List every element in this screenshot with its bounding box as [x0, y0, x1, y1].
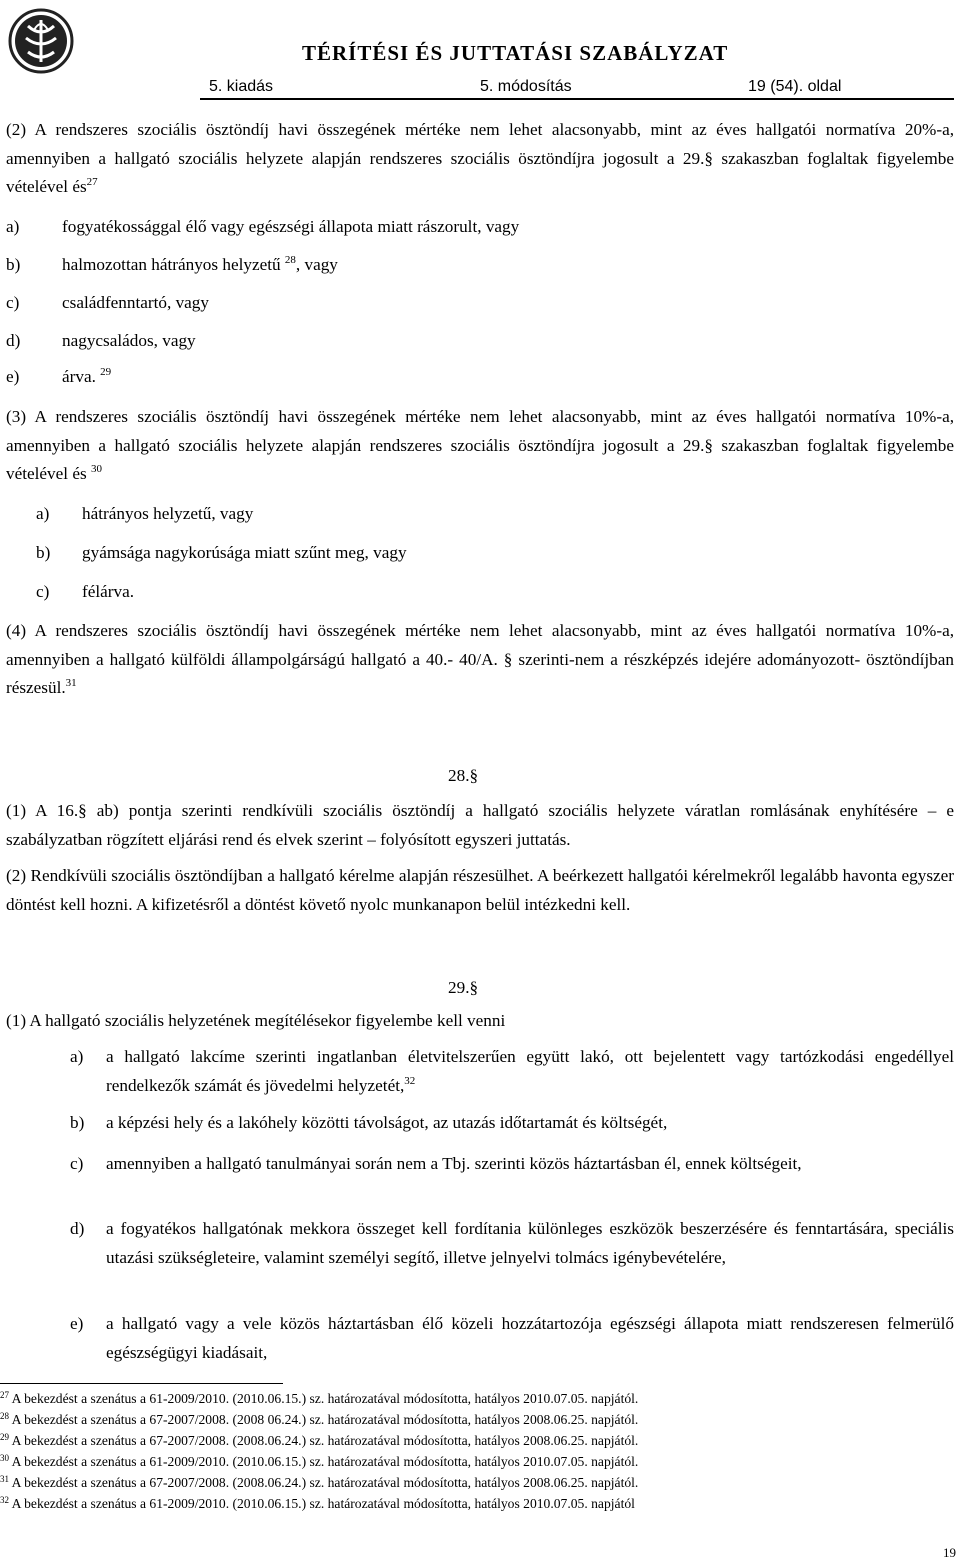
revision-label: 5. módosítás — [480, 78, 572, 95]
list-item: a) a hallgató lakcíme szerinti ingatlanban életvitelszerűen együtt lakó, ott bejelentett vagy tartózkodási engedéllyel rendelkezők számát és jövedelmi helyzetét,$^{32}$ — [70, 1047, 954, 1095]
list-item: d) nagycsaládos, vagy — [6, 331, 196, 350]
footnote-ref: 31 — [65, 677, 77, 689]
list-item: c) amennyiben a hallgató tanulmányai során nem a Tbj. szerinti közös háztartásban él, ennek költségeit, — [70, 1154, 802, 1173]
paragraph-27-2 — [6, 116, 954, 202]
section-heading-29: 29.§ — [448, 978, 479, 997]
university-logo — [8, 8, 74, 74]
footnote-ref: 30 — [90, 463, 102, 475]
footnote-ref: 32 — [404, 1074, 416, 1087]
paragraph-27-4: (4) A rendszeres szociális ösztöndíj havi összegének mértéke nem lehet alacsonyabb, mint az éves hallgatói normatíva 10%-a, amennyiben a hallgató külföldi állampolgárságú hallgató a 40.- 40/A. § szerinti-nem a részképzés idejére adományozott- ösztöndíjban részesül.$^{31}$ — [6, 621, 954, 697]
section-heading-28: 28.§ — [448, 766, 479, 785]
footnote: $^{27}$ A bekezdést a szenátus a 61-2009/2010. (2010.06.15.) sz. határozatával módosította, hatályos 2010.07.05. napjától. — [0, 1390, 639, 1406]
edition-label: 5. kiadás — [209, 78, 274, 95]
page-number: 19 — [943, 1545, 956, 1560]
page-indicator: 19 (54). oldal — [748, 78, 842, 95]
paragraph-28-2: (2) Rendkívüli szociális ösztöndíjban a hallgató kérelme alapján részesülhet. A beérkezett hallgatói kérelmekről legalább havonta egyszer döntést kell hozni. A kifizetésről a döntést követő nyolc munkanapon belül intézkedni kell. — [6, 866, 955, 914]
footnote: $^{28}$ A bekezdést a szenátus a 67-2007/2008. (2008 06.24.) sz. határozatával módosította, hatályos 2008.06.25. napjától. — [0, 1411, 639, 1427]
footnote-ref: 27 — [86, 176, 98, 188]
list-item: b) gyámsága nagykorúsága miatt szűnt meg, vagy — [36, 543, 407, 562]
paragraph-29-1: (1) A hallgató szociális helyzetének megítélésekor figyelembe kell venni — [6, 1011, 506, 1030]
footnote-ref: 28 — [284, 254, 296, 266]
list-item: e) a hallgató vagy a vele közös háztartásban élő közeli hozzátartozója egészségi állapota miatt rendszeresen felmerülő egészségügyi kiadásait, — [70, 1314, 954, 1362]
footnote-ref: 29 — [100, 366, 112, 378]
list-item: b) halmozottan hátrányos helyzetű $^{28}$, vagy — [6, 254, 338, 274]
paragraph-28-1: (1) A 16.§ ab) pontja szerinti rendkívüli szociális ösztöndíj a hallgató szociális helyzete váratlan romlásának enyhítésére – e szabályzatban rögzített eljárási rend és elvek szerint – folyósított egyszeri juttatás. — [6, 801, 954, 849]
header-rule — [200, 98, 954, 100]
footnote-separator — [0, 1383, 283, 1384]
footnote: $^{31}$ A bekezdést a szenátus a 67-2007/2008. (2008.06.24.) sz. határozatával módosította, hatályos 2008.06.25. napjától. — [0, 1474, 639, 1490]
list-item: a) hátrányos helyzetű, vagy — [36, 504, 254, 523]
footnote: $^{30}$ A bekezdést a szenátus a 61-2009/2010. (2010.06.15.) sz. határozatával módosította, hatályos 2010.07.05. napjától. — [0, 1453, 639, 1469]
paragraph-27-3: (3) A rendszeres szociális ösztöndíj havi összegének mértéke nem lehet alacsonyabb, mint az éves hallgatói normatíva 10%-a, amennyiben a hallgató szociális helyzete alapján rendszeres szociális ösztöndíjra jogosult a 29.§ szakaszban foglaltak figyelembe vételével és $^{30}$ — [6, 407, 954, 483]
list-item: c) félárva. — [36, 582, 134, 601]
paragraph-text: A rendszeres szociális ösztöndíj havi összegének mértéke nem lehet alacsonyabb, mint az éves hallgatói normatíva 20%-a, amennyiben a hallgató szociális helyzete alapján rendszeres szociális ösztöndíjra jogosult a 29.§ szakaszban foglaltak figyelembe vételével és — [6, 120, 954, 196]
list-item: e) árva. $^{29}$ — [6, 366, 112, 386]
list-item: a) fogyatékossággal élő vagy egészségi állapota miatt rászorult, vagy — [6, 217, 520, 236]
document-title: TÉRÍTÉSI ÉS JUTTATÁSI SZABÁLYZAT — [302, 41, 729, 65]
list-item: d) a fogyatékos hallgatónak mekkora összeget kell fordítania különleges eszközök beszerzésére és fenntartására, speciális utazási szükségleteire, valamint személyi segítő, illetve jelnyelvi tolmács igénybevételére, — [70, 1219, 954, 1267]
list-item: b) a képzési hely és a lakóhely közötti távolságot, az utazás időtartamát és költségét, — [70, 1113, 668, 1132]
list-item: c) családfenntartó, vagy — [6, 293, 209, 312]
paragraph-number: (2) — [6, 120, 27, 139]
footnote: $^{32}$ A bekezdést a szenátus a 61-2009/2010. (2010.06.15.) sz. határozatával módosította, hatályos 2010.07.05. napjától — [0, 1495, 635, 1511]
footnote: $^{29}$ A bekezdést a szenátus a 67-2007/2008. (2008.06.24.) sz. határozatával módosította, hatályos 2008.06.25. napjától. — [0, 1432, 639, 1448]
